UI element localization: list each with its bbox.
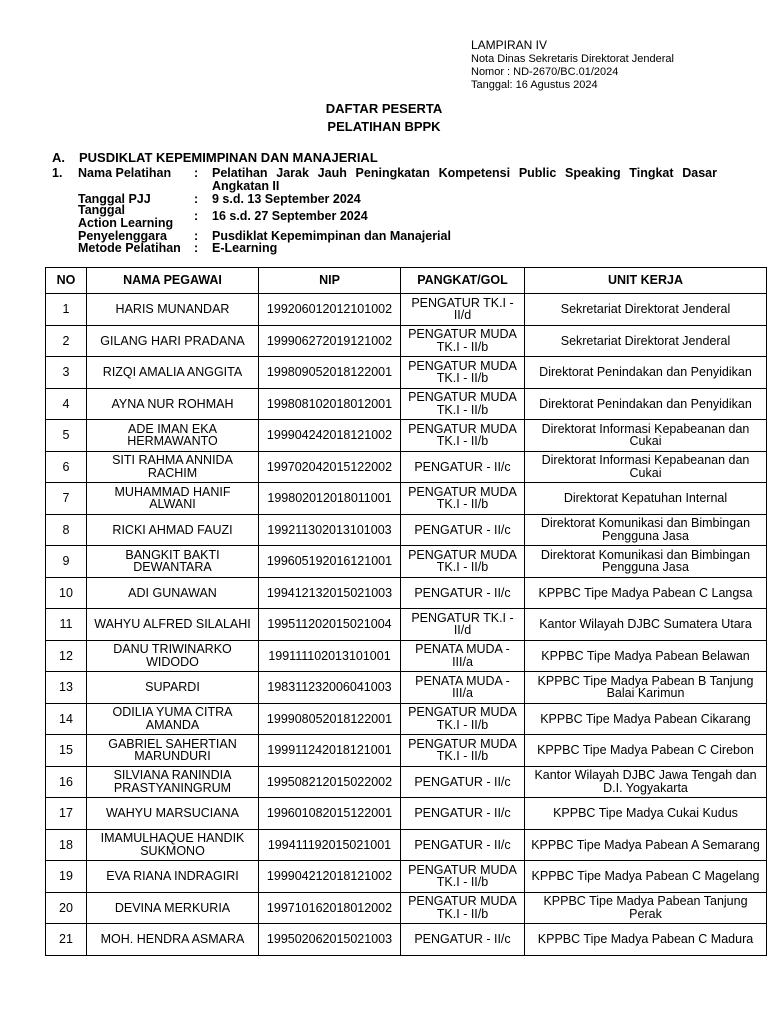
cell-nama-pegawai: SUPARDI bbox=[87, 672, 259, 704]
cell-pangkat-gol: PENGATUR - II/c bbox=[401, 766, 525, 798]
info-row-nama bbox=[0, 167, 768, 181]
table-row bbox=[46, 703, 767, 735]
title-line-1: DAFTAR PESERTA bbox=[325, 101, 443, 116]
cell-unit-kerja: Direktorat Informasi Kepabeanan dan Cukai bbox=[525, 420, 767, 452]
cell-no: 20 bbox=[46, 892, 87, 924]
table-row bbox=[46, 735, 767, 767]
cell-nip: 199802012018011001 bbox=[259, 483, 401, 515]
cell-unit-kerja: KPPBC Tipe Madya Pabean Tanjung Perak bbox=[525, 892, 767, 924]
table-row bbox=[46, 294, 767, 326]
table-row bbox=[46, 609, 767, 641]
cell-nama-pegawai: EVA RIANA INDRAGIRI bbox=[87, 861, 259, 893]
cell-no: 17 bbox=[46, 798, 87, 830]
table-row bbox=[46, 325, 767, 357]
cell-pangkat-gol: PENGATUR MUDA TK.I - II/b bbox=[401, 357, 525, 389]
cell-unit-kerja: KPPBC Tipe Madya Pabean Cikarang bbox=[525, 703, 767, 735]
cell-nama-pegawai: SILVIANA RANINDIA PRASTYANINGRUM bbox=[87, 766, 259, 798]
cell-nip: 199702042015122002 bbox=[259, 451, 401, 483]
cell-no: 13 bbox=[46, 672, 87, 704]
table-header-row bbox=[46, 268, 767, 294]
cell-no: 5 bbox=[46, 420, 87, 452]
cell-nama-pegawai: ADI GUNAWAN bbox=[87, 577, 259, 609]
table-row bbox=[46, 861, 767, 893]
colon: : bbox=[194, 166, 199, 180]
table-row bbox=[46, 514, 767, 546]
al-label-1: Tanggal bbox=[78, 203, 125, 217]
cell-pangkat-gol: PENGATUR MUDA TK.I - II/b bbox=[401, 861, 525, 893]
cell-nama-pegawai: RICKI AHMAD FAUZI bbox=[87, 514, 259, 546]
cell-nip: 199904242018121002 bbox=[259, 420, 401, 452]
cell-unit-kerja: Direktorat Penindakan dan Penyidikan bbox=[525, 357, 767, 389]
cell-nama-pegawai: ADE IMAN EKA HERMAWANTO bbox=[87, 420, 259, 452]
colon: : bbox=[194, 209, 199, 223]
cell-no: 8 bbox=[46, 514, 87, 546]
cell-no: 4 bbox=[46, 388, 87, 420]
al-value: 16 s.d. 27 September 2024 bbox=[212, 209, 368, 223]
cell-nip: 199111102013101001 bbox=[259, 640, 401, 672]
cell-nama-pegawai: BANGKIT BAKTI DEWANTARA bbox=[87, 546, 259, 578]
cell-unit-kerja: KPPBC Tipe Madya Pabean C Langsa bbox=[525, 577, 767, 609]
nama-value: Pelatihan Jarak Jauh Peningkatan Kompetensi Public Speaking Tingkat Dasar bbox=[212, 166, 717, 180]
cell-no: 14 bbox=[46, 703, 87, 735]
cell-unit-kerja: KPPBC Tipe Madya Pabean C Cirebon bbox=[525, 735, 767, 767]
cell-no: 3 bbox=[46, 357, 87, 389]
tanggal-line: Tanggal: 16 Agustus 2024 bbox=[471, 79, 598, 91]
cell-nip: 199502062015021003 bbox=[259, 924, 401, 956]
cell-no: 6 bbox=[46, 451, 87, 483]
cell-nama-pegawai: AYNA NUR ROHMAH bbox=[87, 388, 259, 420]
table-row bbox=[46, 546, 767, 578]
table-row bbox=[46, 672, 767, 704]
cell-no: 10 bbox=[46, 577, 87, 609]
table-row bbox=[46, 420, 767, 452]
cell-nip: 199206012012101002 bbox=[259, 294, 401, 326]
cell-unit-kerja: Kantor Wilayah DJBC Sumatera Utara bbox=[525, 609, 767, 641]
table-row bbox=[46, 924, 767, 956]
pjj-value: 9 s.d. 13 September 2024 bbox=[212, 192, 361, 206]
table-row bbox=[46, 892, 767, 924]
nota-dinas-line: Nota Dinas Sekretaris Direktorat Jenderal bbox=[471, 53, 674, 65]
cell-pangkat-gol: PENGATUR - II/c bbox=[401, 514, 525, 546]
cell-no: 9 bbox=[46, 546, 87, 578]
cell-nip: 199906272019121002 bbox=[259, 325, 401, 357]
table-row bbox=[46, 829, 767, 861]
cell-nama-pegawai: DEVINA MERKURIA bbox=[87, 892, 259, 924]
cell-nama-pegawai: WAHYU MARSUCIANA bbox=[87, 798, 259, 830]
cell-unit-kerja: Direktorat Komunikasi dan Bimbingan Pengguna Jasa bbox=[525, 514, 767, 546]
cell-nama-pegawai: IMAMULHAQUE HANDIK SUKMONO bbox=[87, 829, 259, 861]
colon: : bbox=[194, 241, 199, 255]
cell-nip: 198311232006041003 bbox=[259, 672, 401, 704]
colon: : bbox=[194, 192, 199, 206]
metode-label: Metode Pelatihan bbox=[78, 241, 181, 255]
info-row-metode bbox=[0, 242, 768, 256]
cell-unit-kerja: Sekretariat Direktorat Jenderal bbox=[525, 325, 767, 357]
cell-unit-kerja: KPPBC Tipe Madya Pabean A Semarang bbox=[525, 829, 767, 861]
cell-pangkat-gol: PENGATUR MUDA TK.I - II/b bbox=[401, 735, 525, 767]
header-unit: UNIT KERJA bbox=[525, 268, 767, 294]
cell-unit-kerja: Kantor Wilayah DJBC Jawa Tengah dan D.I. Yogyakarta bbox=[525, 766, 767, 798]
cell-pangkat-gol: PENGATUR - II/c bbox=[401, 829, 525, 861]
lampiran-block bbox=[471, 38, 674, 92]
cell-pangkat-gol: PENGATUR TK.I - II/d bbox=[401, 609, 525, 641]
colon: : bbox=[194, 229, 199, 243]
cell-unit-kerja: Direktorat Kepatuhan Internal bbox=[525, 483, 767, 515]
cell-nama-pegawai: SITI RAHMA ANNIDA RACHIM bbox=[87, 451, 259, 483]
nama-label: Nama Pelatihan bbox=[78, 166, 172, 180]
cell-no: 15 bbox=[46, 735, 87, 767]
cell-no: 11 bbox=[46, 609, 87, 641]
table-row bbox=[46, 451, 767, 483]
cell-nama-pegawai: GILANG HARI PRADANA bbox=[87, 325, 259, 357]
table-row bbox=[46, 577, 767, 609]
cell-unit-kerja: Direktorat Penindakan dan Penyidikan bbox=[525, 388, 767, 420]
section-heading bbox=[52, 150, 378, 165]
table-row bbox=[46, 388, 767, 420]
cell-unit-kerja: KPPBC Tipe Madya Pabean C Madura bbox=[525, 924, 767, 956]
penyelenggara-label: Penyelenggara bbox=[78, 229, 167, 243]
cell-nama-pegawai: MOH. HENDRA ASMARA bbox=[87, 924, 259, 956]
al-label-2: Action Learning bbox=[78, 216, 174, 230]
table-row bbox=[46, 483, 767, 515]
cell-pangkat-gol: PENATA MUDA - III/a bbox=[401, 672, 525, 704]
cell-unit-kerja: KPPBC Tipe Madya Cukai Kudus bbox=[525, 798, 767, 830]
cell-nip: 199211302013101003 bbox=[259, 514, 401, 546]
table-row bbox=[46, 798, 767, 830]
cell-pangkat-gol: PENGATUR MUDA TK.I - II/b bbox=[401, 892, 525, 924]
header-no: NO bbox=[46, 268, 87, 294]
cell-unit-kerja: Sekretariat Direktorat Jenderal bbox=[525, 294, 767, 326]
cell-nama-pegawai: GABRIEL SAHERTIAN MARUNDURI bbox=[87, 735, 259, 767]
cell-unit-kerja: KPPBC Tipe Madya Pabean B Tanjung Balai Karimun bbox=[525, 672, 767, 704]
title-line-2: PELATIHAN BPPK bbox=[327, 119, 441, 134]
cell-pangkat-gol: PENGATUR - II/c bbox=[401, 798, 525, 830]
table-row bbox=[46, 640, 767, 672]
cell-unit-kerja: Direktorat Komunikasi dan Bimbingan Pengguna Jasa bbox=[525, 546, 767, 578]
pjj-label: Tanggal PJJ bbox=[78, 192, 151, 206]
cell-no: 19 bbox=[46, 861, 87, 893]
cell-no: 7 bbox=[46, 483, 87, 515]
cell-no: 2 bbox=[46, 325, 87, 357]
cell-unit-kerja: KPPBC Tipe Madya Pabean C Magelang bbox=[525, 861, 767, 893]
training-number: 1. bbox=[52, 166, 63, 180]
cell-nip: 199710162018012002 bbox=[259, 892, 401, 924]
cell-no: 12 bbox=[46, 640, 87, 672]
header-nama: NAMA PEGAWAI bbox=[87, 268, 259, 294]
cell-nip: 199809052018122001 bbox=[259, 357, 401, 389]
cell-pangkat-gol: PENGATUR TK.I - II/d bbox=[401, 294, 525, 326]
cell-nama-pegawai: RIZQI AMALIA ANGGITA bbox=[87, 357, 259, 389]
cell-no: 1 bbox=[46, 294, 87, 326]
cell-nama-pegawai: ODILIA YUMA CITRA AMANDA bbox=[87, 703, 259, 735]
cell-nip: 199808102018012001 bbox=[259, 388, 401, 420]
participant-table bbox=[45, 267, 767, 956]
cell-nip: 199601082015122001 bbox=[259, 798, 401, 830]
cell-pangkat-gol: PENGATUR MUDA TK.I - II/b bbox=[401, 546, 525, 578]
cell-nama-pegawai: HARIS MUNANDAR bbox=[87, 294, 259, 326]
penyelenggara-value: Pusdiklat Kepemimpinan dan Manajerial bbox=[212, 229, 451, 243]
header-pangkat: PANGKAT/GOL bbox=[401, 268, 525, 294]
metode-value: E-Learning bbox=[212, 241, 278, 255]
cell-pangkat-gol: PENGATUR - II/c bbox=[401, 451, 525, 483]
cell-no: 16 bbox=[46, 766, 87, 798]
cell-nip: 199904212018121002 bbox=[259, 861, 401, 893]
section-letter: A. bbox=[52, 150, 65, 165]
cell-nip: 199411192015021001 bbox=[259, 829, 401, 861]
cell-pangkat-gol: PENGATUR MUDA TK.I - II/b bbox=[401, 703, 525, 735]
cell-nip: 199908052018122001 bbox=[259, 703, 401, 735]
cell-no: 18 bbox=[46, 829, 87, 861]
section-name: PUSDIKLAT KEPEMIMPINAN DAN MANAJERIAL bbox=[79, 150, 378, 165]
table-row bbox=[46, 766, 767, 798]
header-nip: NIP bbox=[259, 268, 401, 294]
nama-value-2: Angkatan II bbox=[212, 179, 280, 193]
cell-nip: 199911242018121001 bbox=[259, 735, 401, 767]
lampiran-label: LAMPIRAN IV bbox=[471, 38, 548, 52]
cell-nama-pegawai: MUHAMMAD HANIF ALWANI bbox=[87, 483, 259, 515]
nomor-line: Nomor : ND-2670/BC.01/2024 bbox=[471, 66, 619, 78]
cell-nip: 199508212015022002 bbox=[259, 766, 401, 798]
cell-pangkat-gol: PENGATUR MUDA TK.I - II/b bbox=[401, 325, 525, 357]
table-body bbox=[46, 294, 767, 956]
cell-pangkat-gol: PENGATUR MUDA TK.I - II/b bbox=[401, 483, 525, 515]
cell-pangkat-gol: PENGATUR - II/c bbox=[401, 924, 525, 956]
cell-nama-pegawai: WAHYU ALFRED SILALAHI bbox=[87, 609, 259, 641]
cell-unit-kerja: Direktorat Informasi Kepabeanan dan Cukai bbox=[525, 451, 767, 483]
cell-pangkat-gol: PENATA MUDA - III/a bbox=[401, 640, 525, 672]
cell-pangkat-gol: PENGATUR MUDA TK.I - II/b bbox=[401, 420, 525, 452]
cell-pangkat-gol: PENGATUR - II/c bbox=[401, 577, 525, 609]
table-row bbox=[46, 357, 767, 389]
cell-unit-kerja: KPPBC Tipe Madya Pabean Belawan bbox=[525, 640, 767, 672]
cell-no: 21 bbox=[46, 924, 87, 956]
cell-pangkat-gol: PENGATUR MUDA TK.I - II/b bbox=[401, 388, 525, 420]
cell-nama-pegawai: DANU TRIWINARKO WIDODO bbox=[87, 640, 259, 672]
cell-nip: 199605192016121001 bbox=[259, 546, 401, 578]
cell-nip: 199412132015021003 bbox=[259, 577, 401, 609]
cell-nip: 199511202015021004 bbox=[259, 609, 401, 641]
